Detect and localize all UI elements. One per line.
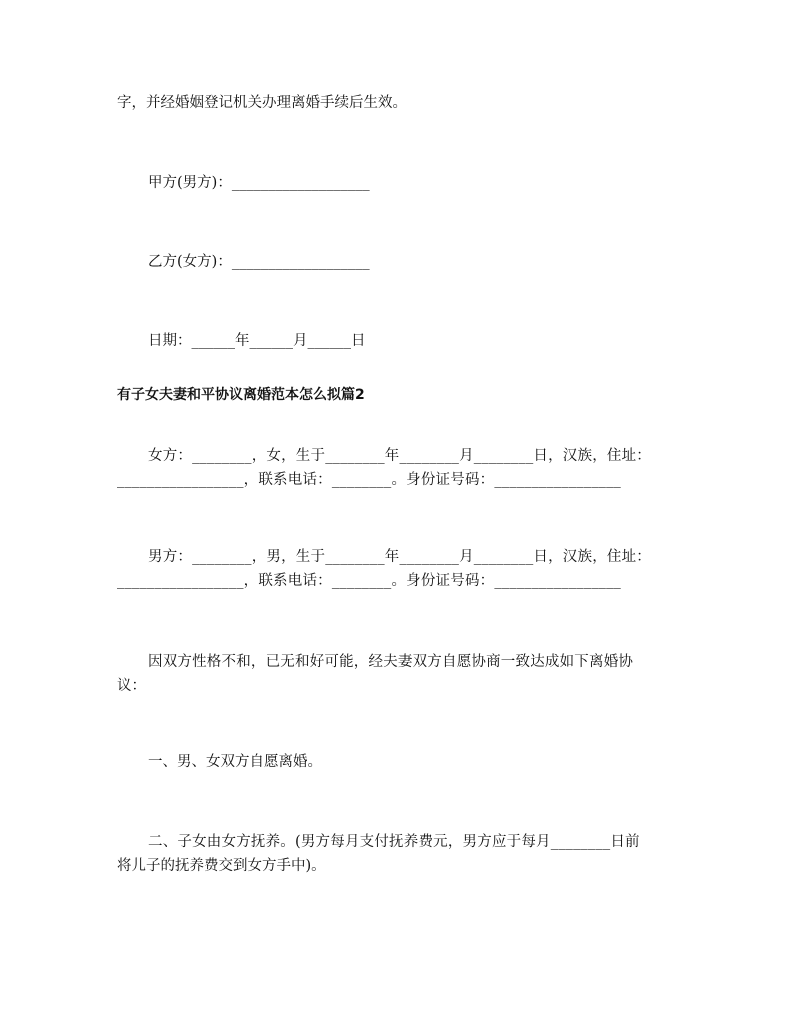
female-info-line-2: _________________，联系电话：________。身份证号码：_________________ <box>117 472 621 488</box>
party-b-signature-line: 乙方(女方)：___________________ <box>148 254 370 270</box>
clause-2-line-1: 二、子女由女方抚养。(男方每月支付抚养费元，男方应于每月________日前 <box>148 834 640 850</box>
male-info-line-2: _________________，联系电话：________。身份证号码：_________________ <box>117 573 621 589</box>
party-a-signature-line: 甲方(男方)：___________________ <box>148 175 370 191</box>
section-heading: 有子女夫妻和平协议离婚范本怎么拟篇2 <box>117 387 365 403</box>
male-info-line-1: 男方：________，男，生于________年________月________日，汉族，住址： <box>148 549 651 565</box>
reason-line-1: 因双方性格不和，已无和好可能，经夫妻双方自愿协商一致达成如下离婚协 <box>148 654 634 670</box>
clause-1: 一、男、女双方自愿离婚。 <box>148 754 322 770</box>
female-info-line-1: 女方：________，女，生于________年________月________日，汉族，住址： <box>148 448 651 464</box>
date-line: 日期：______年______月______日 <box>148 333 366 349</box>
clause-2-line-2: 将儿子的抚养费交到女方手中)。 <box>117 858 326 874</box>
reason-line-2: 议： <box>117 678 146 694</box>
text-line-1: 字，并经婚姻登记机关办理离婚手续后生效。 <box>117 95 407 111</box>
